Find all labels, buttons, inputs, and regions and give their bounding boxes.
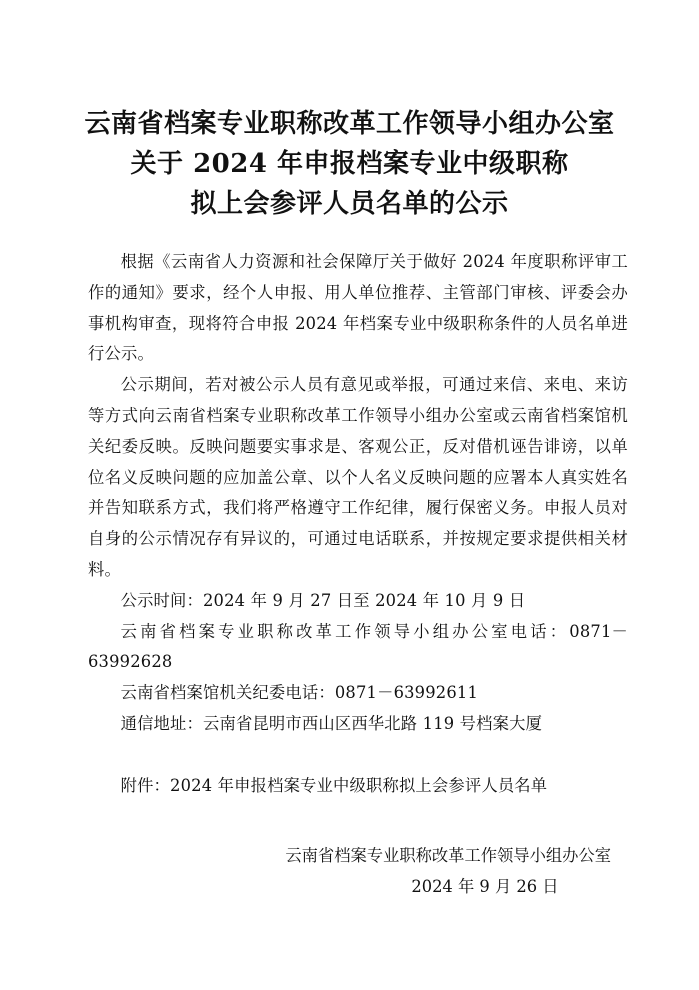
spacer — [88, 740, 628, 771]
signature-block — [285, 840, 611, 902]
mailing-address: 通信地址：云南省昆明市西山区西华北路 119 号档案大厦 — [120, 713, 543, 733]
title-line-1: 云南省档案专业职称改革工作领导小组办公室 — [84, 109, 615, 139]
commission-phone: 云南省档案馆机关纪委电话：0871－63992611 — [120, 683, 479, 703]
paragraph-basis: 根据《云南省人力资源和社会保障厅关于做好 2024 年度职称评审工作的通知》要求，经个人申报、用人单位推荐、主管部门审核、评委会办事机构审查，现将符合申报 2024 年档案专业中级职称条件的人员名单进行公示。 — [88, 252, 628, 364]
office-phone: 云南省档案专业职称改革工作领导小组办公室电话：0871－63992628 — [88, 621, 628, 672]
signature-date: 2024 年 9 月 26 日 — [411, 877, 559, 896]
title-line-2: 关于 2024 年申报档案专业中级职称 — [130, 149, 569, 179]
title-line-3: 拟上会参评人员名单的公示 — [190, 189, 509, 219]
document-body — [88, 247, 628, 801]
document-title — [60, 104, 639, 224]
paragraph-objection: 公示期间，若对被公示人员有意见或举报，可通过来信、来电、来访等方式向云南省档案专业职称改革工作领导小组办公室或云南省档案馆机关纪委反映。反映问题要实事求是、客观公正，反对借机诬告诽谤，以单位名义反映问题的应加盖公章、以个人名义反映问题的应署本人真实姓名并告知联系方式，我们将严格遵守工作纪律，履行保密义务。申报人员对自身的公示情况存有异议的，可通过电话联系，并按规定要求提供相关材料。 — [88, 375, 628, 579]
attachment-note: 附件：2024 年申报档案专业中级职称拟上会参评人员名单 — [120, 775, 548, 795]
publicity-period: 公示时间：2024 年 9 月 27 日至 2024 年 10 月 9 日 — [120, 590, 526, 610]
signature-org: 云南省档案专业职称改革工作领导小组办公室 — [285, 846, 611, 865]
